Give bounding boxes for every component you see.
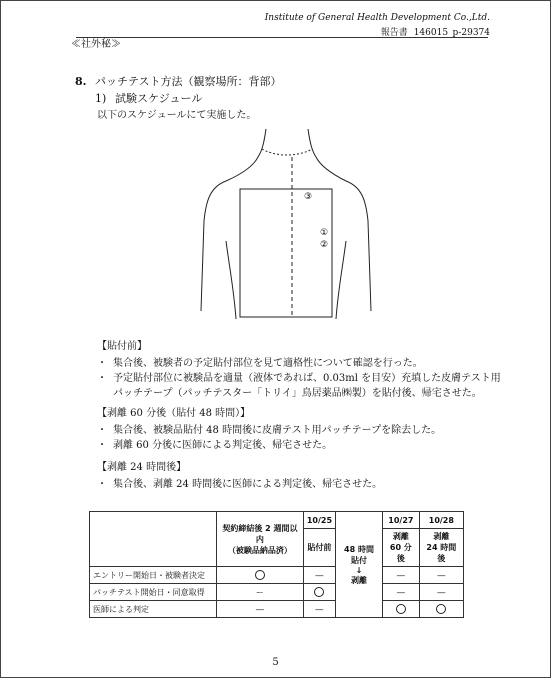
block-24h-after [97,460,503,492]
subsection-number: 1) [95,92,107,105]
bullet-item: ・ 集合後、被験品貼付 48 時間後に皮膚テスト用パッチテープを除去した。 [97,425,442,436]
report-label: 報告書 [380,28,408,38]
bullet-item: ・ 集合後、被験者の予定貼付部位を見て適格性について確認を行った。 [97,358,423,369]
section-number: 8. [75,75,87,88]
schedule-table [89,511,464,618]
confidential-mark: ≪社外秘≫ [71,39,121,50]
intro-text: 以下のスケジュールにて実施した。 [97,110,257,121]
col-48h-patch: 48 時間 貼付 ↓ 剥離 [336,512,383,618]
mark-3: ③ [304,192,313,202]
mark-2: ② [320,240,329,250]
table-row [90,512,464,529]
col-60min: 剥離 60 分後 [383,529,420,567]
block-before-application [97,339,503,401]
mark-1: ① [320,228,329,238]
torso-outline [201,129,371,319]
blank-header-cell [90,512,217,567]
row-label-patch-start: パッチテスト開始日・同意取得 [90,584,217,601]
table-row [90,601,464,618]
col-date-1: 10/25 [303,512,335,529]
cell-dash: ― [303,567,335,584]
cell-mark [383,601,420,618]
bullet-item: ・ 予定貼付部位に被験品を適量（液体であれば、0.03ml を目安）充填した皮膚テスト用パッチテープ（パッチテスター「トリイ」鳥居薬品㈱製）を貼付後、帰宅させた。 [97,373,501,399]
cell-dash: ― [419,567,463,584]
test-area-rect [240,189,332,317]
col-24h: 剥離 24 時間後 [419,529,463,567]
back-figure [196,121,376,321]
bullet-item: ・ 集合後、剥離 24 時間後に医師による判定後、帰宅させた。 [97,479,383,490]
section-heading [75,73,282,89]
subsection-title: 試験スケジュール [115,92,203,105]
col-before-application: 貼付前 [303,529,335,567]
col-date-3: 10/28 [419,512,463,529]
circle-icon [396,604,406,614]
table-row [90,584,464,601]
bullet-item: ・ 剥離 60 分後に医師による判定後、帰宅させた。 [97,440,333,451]
page-number: 5 [272,657,279,668]
cell-dash: ― [303,601,335,618]
cell-mark [419,601,463,618]
row-label-entry: エントリー開始日・被験者決定 [90,567,217,584]
cell-dash: ― [383,584,420,601]
block-title: 【剥離 60 分後（貼付 48 時間）】 [97,408,251,419]
circle-icon [255,570,265,580]
cell-dash: ― [383,567,420,584]
table-row [90,567,464,584]
circle-icon [314,587,324,597]
circle-icon [436,604,446,614]
header-institute: Institute of General Health Development Co.,Ltd. [264,13,490,23]
cell-mark [303,584,335,601]
block-title: 【貼付前】 [97,341,147,352]
block-title: 【剥離 24 時間後】 [97,462,187,473]
cell-dash: ー [217,584,304,601]
report-number: 146015_p-29374 [413,28,490,38]
row-label-judgment: 医師による判定 [90,601,217,618]
col-contract-header: 契約締結後 2 週間以内 （被験品納品済） [217,512,304,567]
cell-dash: ― [217,601,304,618]
section-title: パッチテスト方法（観察場所：背部） [95,75,282,88]
col-date-2: 10/27 [383,512,420,529]
block-60min-after [97,406,503,453]
header-rule [76,37,488,38]
cell-dash: ― [419,584,463,601]
subsection-heading [95,90,202,106]
cell-mark [217,567,304,584]
